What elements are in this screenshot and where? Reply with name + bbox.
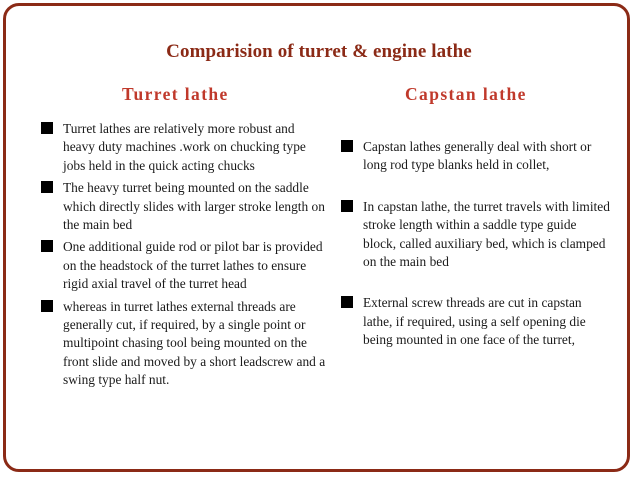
- list-item: [41, 298, 326, 390]
- bullet-square-icon: [341, 140, 353, 152]
- list-item: [41, 120, 326, 175]
- list-item: [341, 198, 611, 272]
- list-item: [341, 138, 611, 175]
- capstan-point-3: External screw threads are cut in capstan lathe, if required, using a self opening die being mounted in one face of the turret,: [363, 295, 586, 348]
- bullet-square-icon: [341, 296, 353, 308]
- bullet-square-icon: [341, 200, 353, 212]
- slide-title: Comparision of turret & engine lathe: [166, 41, 472, 62]
- capstan-point-1: Capstan lathes generally deal with short or long rod type blanks held in collet,: [363, 139, 592, 173]
- capstan-point-2: In capstan lathe, the turret travels with limited stroke length within a saddle type guide block, called auxiliary bed, which is clamped on the main bed: [363, 198, 610, 270]
- turret-point-3: One additional guide rod or pilot bar is provided on the headstock of the turret lathes to ensure rigid axial travel of the turret head: [63, 239, 323, 292]
- bullet-square-icon: [41, 122, 53, 134]
- turret-point-2: The heavy turret being mounted on the saddle which directly slides with larger stroke length on the main bed: [63, 180, 325, 233]
- turret-point-1: Turret lathes are relatively more robust and heavy duty machines .work on chucking type jobs held in the quick acting chucks: [63, 121, 306, 173]
- list-item: [341, 294, 611, 349]
- turret-point-4: whereas in turret lathes external threads are generally cut, if required, by a single point or multipoint chasing tool being mounted on the front slide and moved by a short leadscrew and a swing type half nut.: [63, 298, 326, 388]
- turret-lathe-heading: Turret lathe: [122, 84, 229, 104]
- bullet-square-icon: [41, 240, 53, 252]
- list-item: [41, 179, 326, 234]
- capstan-lathe-heading: Capstan lathe: [405, 84, 527, 104]
- list-item: [41, 238, 326, 293]
- capstan-lathe-points: [341, 138, 611, 350]
- bullet-square-icon: [41, 181, 53, 193]
- turret-lathe-points: [41, 120, 326, 394]
- bullet-square-icon: [41, 300, 53, 312]
